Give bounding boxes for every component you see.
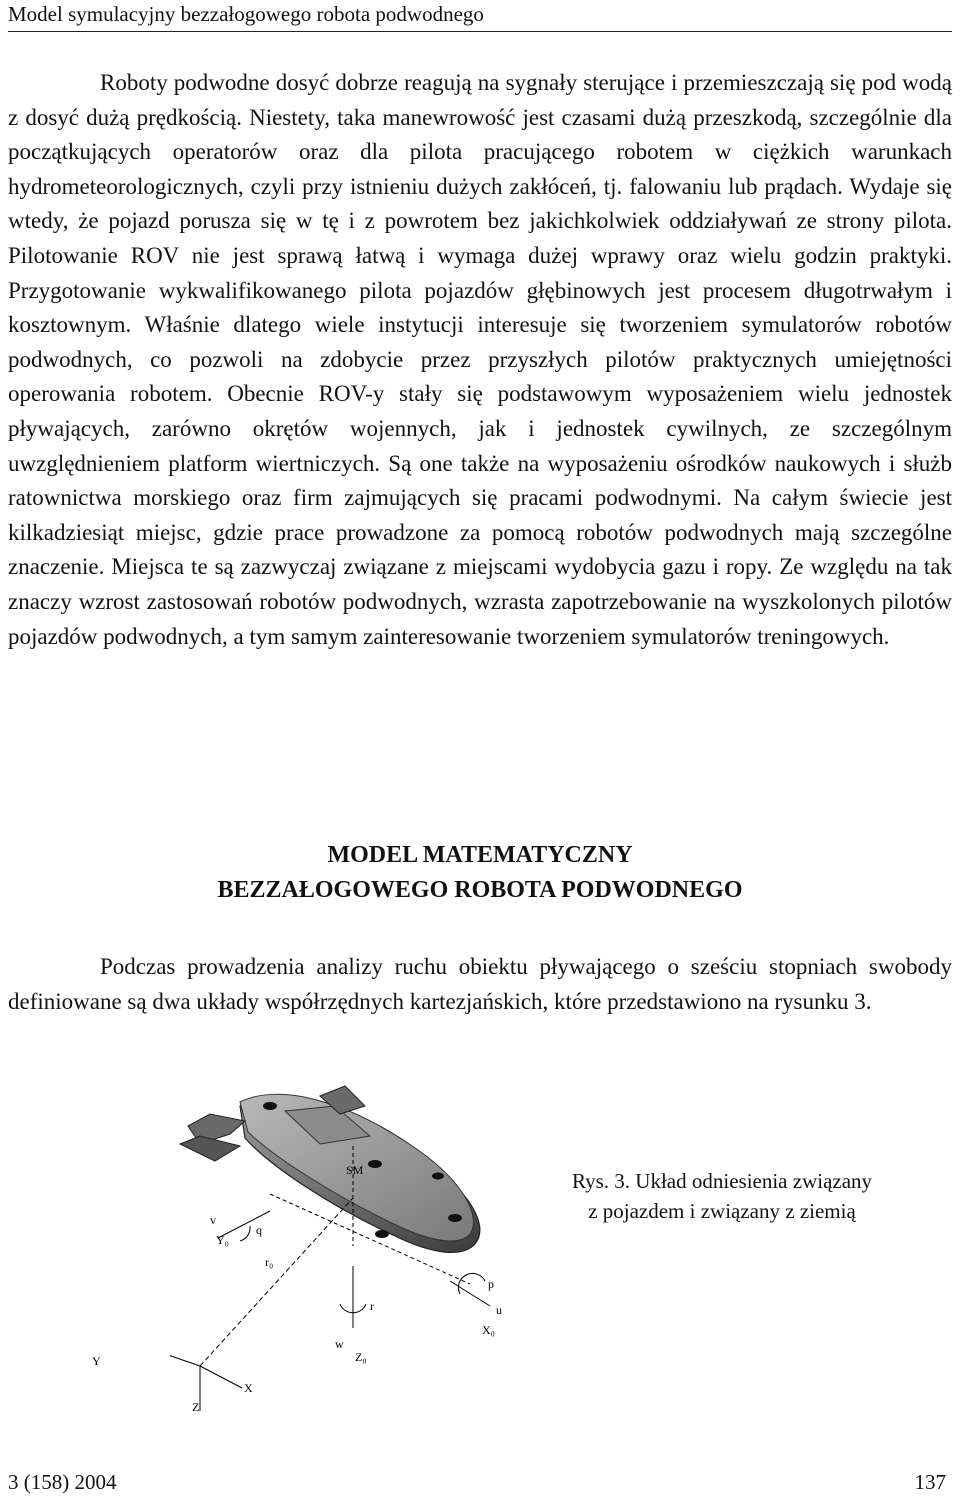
label-u: u bbox=[496, 1303, 502, 1317]
page-number: 137 bbox=[914, 1470, 946, 1494]
issue-number: 3 (158) 2004 bbox=[8, 1470, 117, 1494]
label-p: p bbox=[488, 1277, 494, 1291]
thruster-port bbox=[368, 1160, 382, 1168]
label-x0: X₀ bbox=[482, 1323, 495, 1337]
caption-line-2: z pojazdem i związany z ziemią bbox=[588, 1199, 856, 1223]
label-w: w bbox=[335, 1337, 344, 1351]
thruster-port bbox=[375, 1230, 389, 1238]
running-header bbox=[8, 0, 952, 32]
figure-caption bbox=[522, 1166, 922, 1226]
label-r0: r₀ bbox=[265, 1255, 274, 1269]
earth-axis-y bbox=[170, 1354, 200, 1366]
rotation-arrow-p bbox=[458, 1273, 485, 1294]
label-sm: SM bbox=[346, 1163, 364, 1177]
rov-coordinate-figure bbox=[170, 1066, 600, 1411]
label-x: X bbox=[244, 1381, 253, 1395]
section-heading bbox=[0, 838, 960, 908]
rotation-arrow-q bbox=[240, 1226, 250, 1241]
label-z: Z bbox=[192, 1400, 200, 1411]
running-title: Model symulacyjny bezzałogowego robota podwodnego bbox=[8, 2, 484, 26]
rov-diagram bbox=[170, 1066, 600, 1411]
section-heading-line-1: MODEL MATEMATYCZNY bbox=[327, 842, 633, 868]
paragraph-1-text: Roboty podwodne dosyć dobrze reagują na sygnały sterujące i przemieszczają się pod wodą z dosyć dużą prędkością. Niestety, taka manewrowość jest czasami dużą przeszkodą, szczególnie dla początkujących operatorów oraz dla pilota pracującego robotem w ciężkich warunkach hydrometeorologicznych, czyli przy istnieniu dużych zakłóceń, tj. falowaniu lub prądach. Wydaje się wtedy, że pojazd porusza się w tę i z powrotem bez jakichkolwiek oddziaływań ze strony pilota. Pilotowanie ROV nie jest sprawą łatwą i wymaga dużej wprawy oraz wielu godzin praktyki. Przygotowanie wykwalifikowanego pilota pojazdów głębinowych jest procesem długotrwałym i kosztownym. Właśnie dlatego wiele instytucji interesuje się tworzeniem symulatorów robotów podwodnych, co pozwoli na zdobycie przez przyszłych pilotów praktycznych umiejętności operowania robotem. Obecnie ROV-y stały się podstawowym wyposażeniem wielu jednostek pływających, zarówno okrętów wojennych, jak i jednostek cywilnych, ze szczególnym uwzględnieniem platform wiertniczych. Są one także na wyposażeniu ośrodków naukowych i służb ratownictwa morskiego oraz firm zajmujących się pracami podwodnymi. Na całym świecie jest kilkadziesiąt miejsc, gdzie prace prowadzone za pomocą robotów podwodnych mają szczególne znaczenie. Miejsca te są zazwyczaj związane z miejscami wydobycia gazu i ropy. Ze względu na tak znaczy wzrost zastosowań robotów podwodnych, wzrasta zapotrzebowanie na wyszkolonych pilotów pojazdów podwodnych, a tym samym zainteresowanie tworzeniem symulatorów treningowych. bbox=[8, 70, 952, 649]
label-r: r bbox=[370, 1299, 374, 1313]
label-q: q bbox=[256, 1223, 262, 1237]
rov-left-fin-2 bbox=[180, 1136, 240, 1161]
body-axis-x0 bbox=[450, 1281, 490, 1306]
body-paragraph-2 bbox=[8, 950, 952, 1019]
label-z0: Z₀ bbox=[355, 1350, 367, 1364]
earth-y-label-svg bbox=[80, 1345, 120, 1375]
label-y-outer: Y bbox=[92, 1354, 101, 1368]
thruster-port bbox=[448, 1214, 462, 1222]
label-y0: Y₀ bbox=[216, 1233, 229, 1247]
position-vector-r0 bbox=[200, 1198, 353, 1366]
earth-axis-x bbox=[200, 1366, 242, 1388]
caption-line-1: Rys. 3. Układ odniesienia związany bbox=[571, 1169, 873, 1193]
section-heading-line-2: BEZZAŁOGOWEGO ROBOTA PODWODNEGO bbox=[217, 877, 743, 903]
rov-vehicle bbox=[180, 1086, 480, 1284]
label-v: v bbox=[210, 1213, 216, 1227]
thruster-port bbox=[432, 1173, 444, 1180]
body-paragraph-1 bbox=[8, 66, 952, 654]
thruster-port bbox=[263, 1102, 277, 1110]
paragraph-2-text: Podczas prowadzenia analizy ruchu obiektu pływającego o sześciu stopniach swobody definiowane są dwa układy współrzędnych kartezjańskich, które przedstawiono na rysunku 3. bbox=[8, 954, 952, 1014]
